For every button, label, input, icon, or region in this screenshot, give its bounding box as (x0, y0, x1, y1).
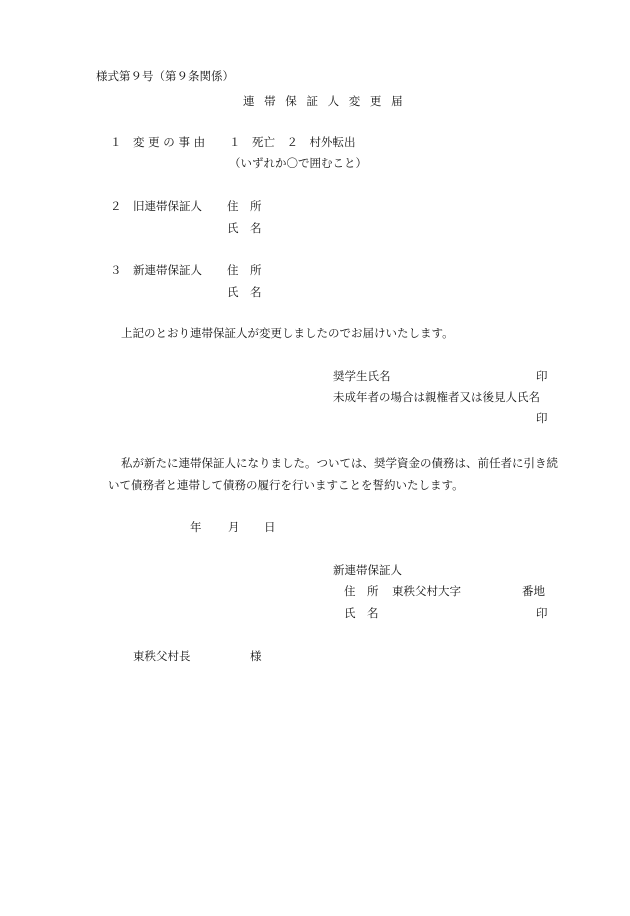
new-guarantor-label: ３ 新連帯保証人 (110, 263, 202, 277)
addressee-honorific: 様 (250, 649, 262, 663)
signer-title: 新連帯保証人 (333, 563, 402, 577)
signer-name-label: 氏 名 (344, 606, 379, 620)
student-name-label: 奨学生氏名 (333, 369, 391, 383)
new-guarantor-name-label: 氏 名 (227, 285, 262, 299)
document-title: 連 帯 保 証 人 変 更 届 (243, 94, 406, 108)
old-guarantor-name-label: 氏 名 (227, 221, 262, 235)
seal-mark: 印 (536, 369, 548, 383)
statement-change: 上記のとおり連帯保証人が変更しましたのでお届けいたします。 (121, 326, 454, 340)
old-guarantor-address-label: 住 所 (227, 199, 262, 213)
date-day: 日 (264, 520, 276, 534)
old-guarantor-label: ２ 旧連帯保証人 (110, 199, 202, 213)
reason-note: （いずれか〇で囲むこと） (229, 156, 367, 170)
minor-note: 未成年者の場合は親権者又は後見人氏名 (333, 390, 540, 404)
date-year: 年 (190, 520, 202, 534)
statement-pledge-line2: いて債務者と連帯して債務の履行を行いますことを誓約いたします。 (108, 478, 464, 492)
reason-label: １ 変 更 の 事 由 (110, 135, 206, 149)
signer-address-value: 東秩父村大字 (392, 584, 461, 598)
new-guarantor-address-label: 住 所 (227, 263, 262, 277)
seal-mark: 印 (536, 606, 548, 620)
seal-mark: 印 (536, 411, 548, 425)
signer-address-label: 住 所 (344, 584, 379, 598)
form-number: 様式第９号（第９条関係） (96, 69, 234, 83)
addressee-name: 東秩父村長 (133, 649, 191, 663)
reason-options: １ 死亡 ２ 村外転出 (229, 135, 356, 149)
signer-banchi: 番地 (522, 584, 545, 598)
statement-pledge-line1: 私が新たに連帯保証人になりました。ついては、奨学資金の債務は、前任者に引き続 (121, 456, 558, 470)
date-month: 月 (228, 520, 240, 534)
